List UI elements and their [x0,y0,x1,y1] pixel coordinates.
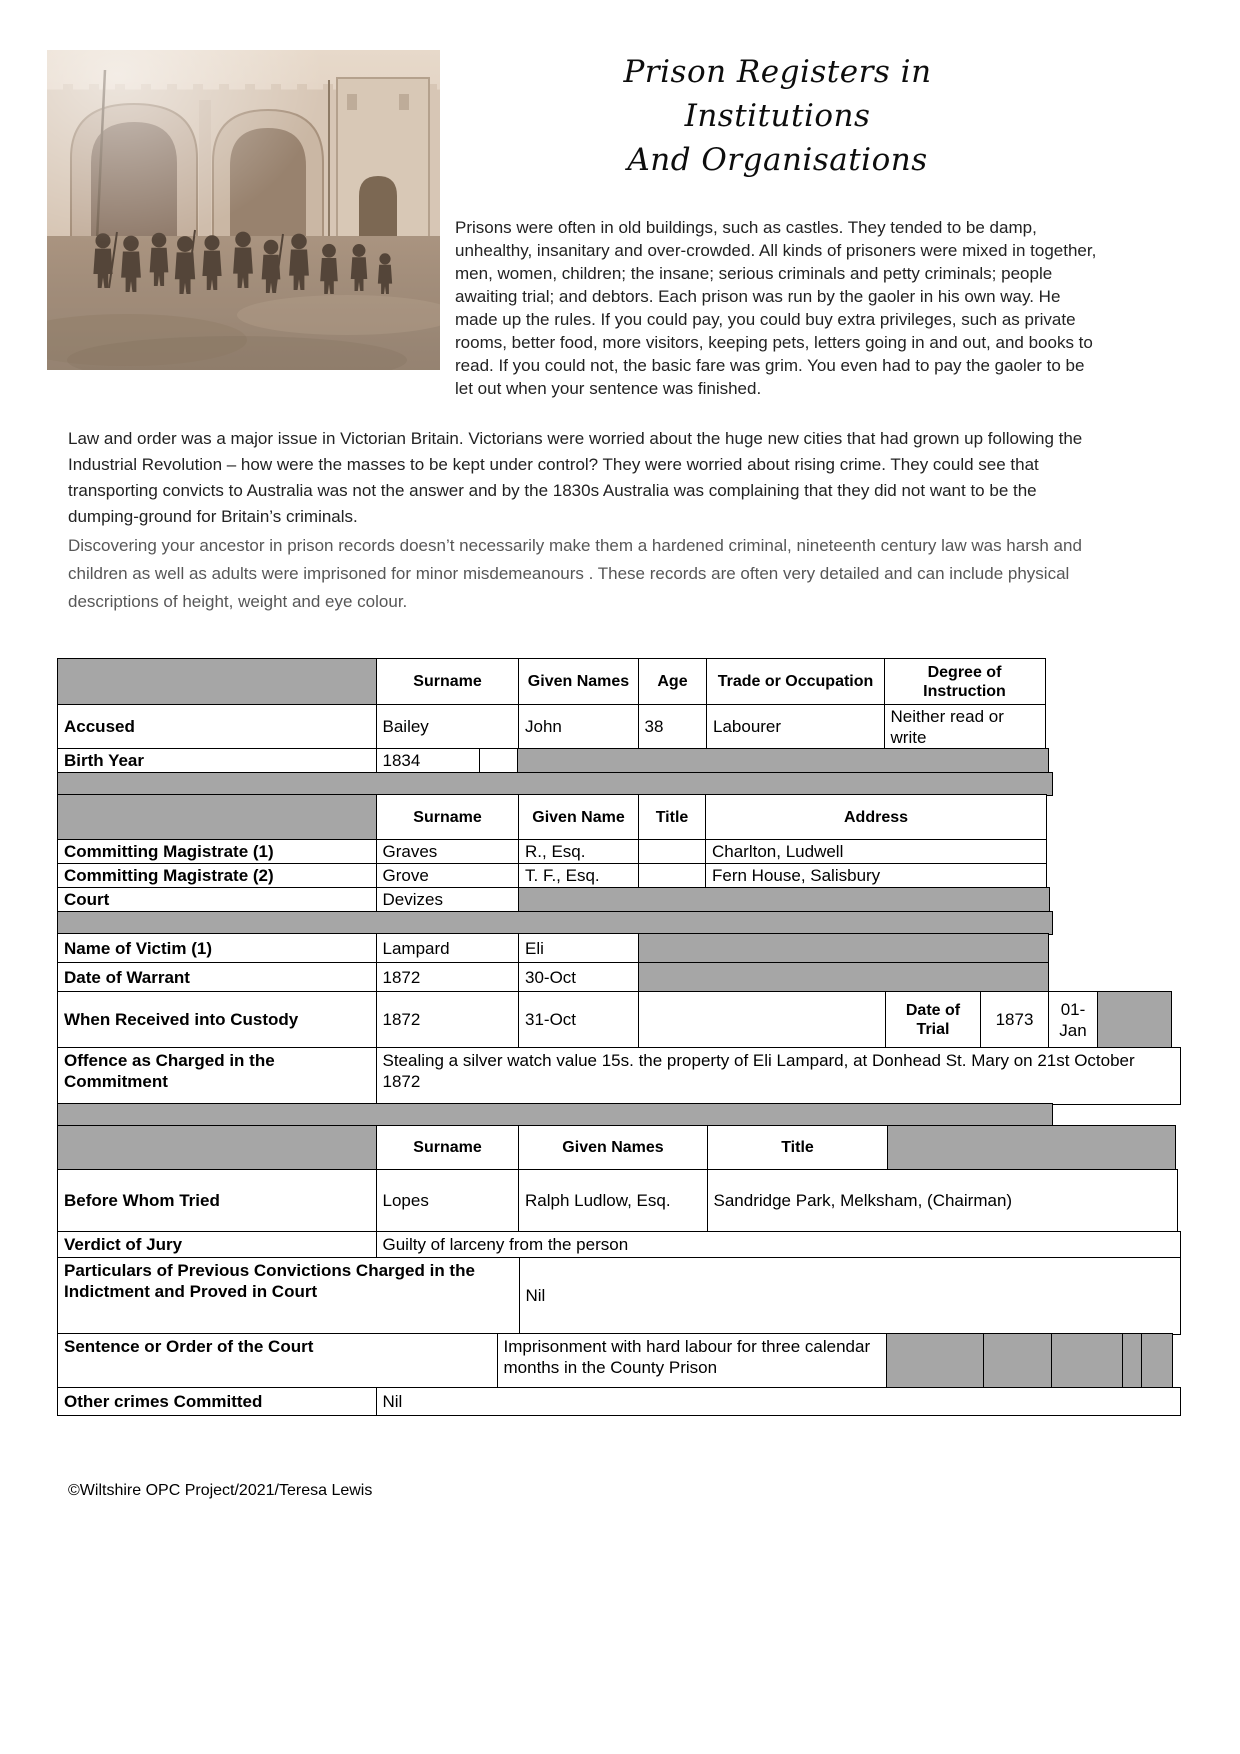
title-line-1: Prison Registers in [623,54,932,90]
copyright-footer: ©Wiltshire OPC Project/2021/Teresa Lewis [68,1482,373,1499]
cell-bwt-title: Sandridge Park, Melksham, (Chairman) [707,1169,1178,1233]
cell-bwt-given: Ralph Ludlow, Esq. [518,1169,708,1233]
label-accused: Accused [57,704,377,750]
cell-magistrate-2-surname: Grove [376,863,520,889]
cell-blank-white [479,748,518,774]
cell-trial-year: 1873 [980,991,1050,1049]
cell-accused-degree: Neither read or write [884,704,1046,750]
title-line-3: And Organisations [627,142,928,178]
row-offence [57,1049,1135,1105]
cell-blank-gray [57,658,377,705]
header-given-names: Given Names [518,1125,708,1171]
row-magistrate-header [57,796,1100,841]
cell-spacer-gray [57,1103,1053,1127]
cell-blank-gray [983,1333,1053,1389]
cell-blank-gray [57,794,377,841]
cell-victim-surname: Lampard [376,933,520,964]
cell-blank-gray [887,1125,1176,1171]
cell-trial-date: 01-Jan [1048,991,1098,1049]
cell-sentence: Imprisonment with hard labour for three calendar months in the County Prison [497,1333,888,1389]
cell-blank-white [638,991,887,1049]
cell-accused-surname: Bailey [376,704,520,750]
cell-blank-gray [1122,1333,1143,1389]
header-title: Title [638,794,707,841]
row-warrant [57,964,1100,993]
cell-accused-age: 38 [638,704,708,750]
cell-verdict: Guilty of larceny from the person [376,1231,1181,1259]
cell-blank-gray [517,748,1049,774]
label-offence: Offence as Charged in the Commitment [57,1047,377,1105]
row-custody [57,993,1100,1049]
label-sentence: Sentence or Order of the Court [57,1333,498,1389]
cell-spacer-gray [57,911,1053,935]
label-previous-convictions: Particulars of Previous Convictions Charged in the Indictment and Proved in Court [57,1257,520,1335]
cell-court: Devizes [376,887,520,913]
row-sentence [57,1335,1100,1389]
intro-paragraph: Prisons were often in old buildings, such as castles. They tended to be damp, unhealthy, insanitary and over-crowded. All kinds of prisoners were mixed in together, men, women, children; the insane; serious criminals and petty criminals; people awaiting trial; and debtors. Each prison was run by the gaoler in his own way. He made up the rules. If you could pay, you could buy extra privileges, such as private rooms, better food, more visitors, keeping pets, letters going in and out, and books to read. If you could not, the basic fare was grim. You even had to pay the gaoler to be let out when your sentence was finished. [455,218,1097,398]
law-and-order-paragraph: Law and order was a major issue in Victorian Britain. Victorians were worried about the huge new cities that had grown up following the Industrial Revolution – how were the masses to be kept under control? They were worried about rising crime. They could see that transporting convicts to Australia was not the answer and by the 1830s Australia was complaining that they did not want to be the dumping-ground for Britain’s criminals. [68,429,1083,526]
row-previous-convictions [57,1259,1100,1335]
header-age: Age [638,658,708,705]
cell-victim-given: Eli [518,933,639,964]
row-magistrate-2 [57,865,1100,889]
row-spacer [57,774,1100,796]
cell-magistrate-2-given: T. F., Esq. [518,863,639,889]
cell-offence: Stealing a silver watch value 15s. the property of Eli Lampard, at Donhead St. Mary on 21st October 1872 [376,1047,1181,1105]
top-section [47,50,1100,400]
cell-magistrate-1-address: Charlton, Ludwell [705,839,1047,865]
label-date-of-trial: Date of Trial [885,991,981,1049]
header-degree: Degree of Instruction [884,658,1046,705]
cell-blank-gray [886,1333,984,1389]
title-line-2: Institutions [684,98,871,134]
header-given-name: Given Name [518,794,639,841]
cell-bwt-surname: Lopes [376,1169,520,1233]
label-warrant: Date of Warrant [57,962,377,993]
cell-accused-given: John [518,704,639,750]
prison-photo [47,50,440,370]
cell-blank-gray [1051,1333,1123,1389]
cell-blank-gray [1097,991,1172,1049]
prison-register-table [57,658,1135,1416]
cell-accused-trade: Labourer [706,704,885,750]
label-magistrate-2: Committing Magistrate (2) [57,863,377,889]
row-magistrate-1 [57,841,1100,865]
row-trial-header [57,1127,1100,1171]
label-magistrate-1: Committing Magistrate (1) [57,839,377,865]
label-before-whom-tried: Before Whom Tried [57,1169,377,1233]
row-before-whom-tried [57,1171,1100,1233]
header-title: Title [707,1125,889,1171]
cell-magistrate-1-given: R., Esq. [518,839,639,865]
label-other-crimes: Other crimes Committed [57,1387,377,1416]
row-accused-header [57,658,1100,705]
cell-other-crimes: Nil [376,1387,1181,1416]
row-victim [57,935,1100,964]
cell-previous-convictions: Nil [519,1257,1181,1335]
prison-photo-illustration [47,50,440,370]
cell-magistrate-1-surname: Graves [376,839,520,865]
cell-warrant-year: 1872 [376,962,520,993]
label-court: Court [57,887,377,913]
cell-blank-gray [518,887,1050,913]
cell-blank-gray [1141,1333,1173,1389]
cell-blank-gray [638,962,1049,993]
cell-birth-year: 1834 [376,748,481,774]
cell-custody-date: 31-Oct [518,991,639,1049]
cell-custody-year: 1872 [376,991,520,1049]
row-birth-year [57,750,1100,774]
header-surname: Surname [376,658,520,705]
cell-blank-gray [57,1125,377,1171]
label-victim: Name of Victim (1) [57,933,377,964]
row-accused [57,705,1100,750]
cell-warrant-date: 30-Oct [518,962,639,993]
cell-magistrate-2-title [638,863,707,889]
header-given-names: Given Names [518,658,639,705]
label-birth-year: Birth Year [57,748,377,774]
cell-spacer-gray [57,772,1053,796]
header-surname: Surname [376,1125,520,1171]
cell-magistrate-1-title [638,839,707,865]
header-surname: Surname [376,794,520,841]
header-address: Address [705,794,1047,841]
cell-blank-gray [638,933,1049,964]
label-verdict: Verdict of Jury [57,1231,377,1259]
row-spacer [57,913,1100,935]
cell-magistrate-2-address: Fern House, Salisbury [705,863,1047,889]
row-court [57,889,1100,913]
row-spacer [57,1105,1100,1127]
header-trade: Trade or Occupation [706,658,885,705]
row-other-crimes [57,1389,1100,1416]
label-custody: When Received into Custody [57,991,377,1049]
row-verdict [57,1233,1100,1259]
ancestor-paragraph: Discovering your ancestor in prison records doesn’t necessarily make them a hardened criminal, nineteenth century law was harsh and children as well as adults were imprisoned for minor misdemeanours . These records are often very detailed and can include physical descriptions of height, weight and eye colour. [68,536,1082,611]
